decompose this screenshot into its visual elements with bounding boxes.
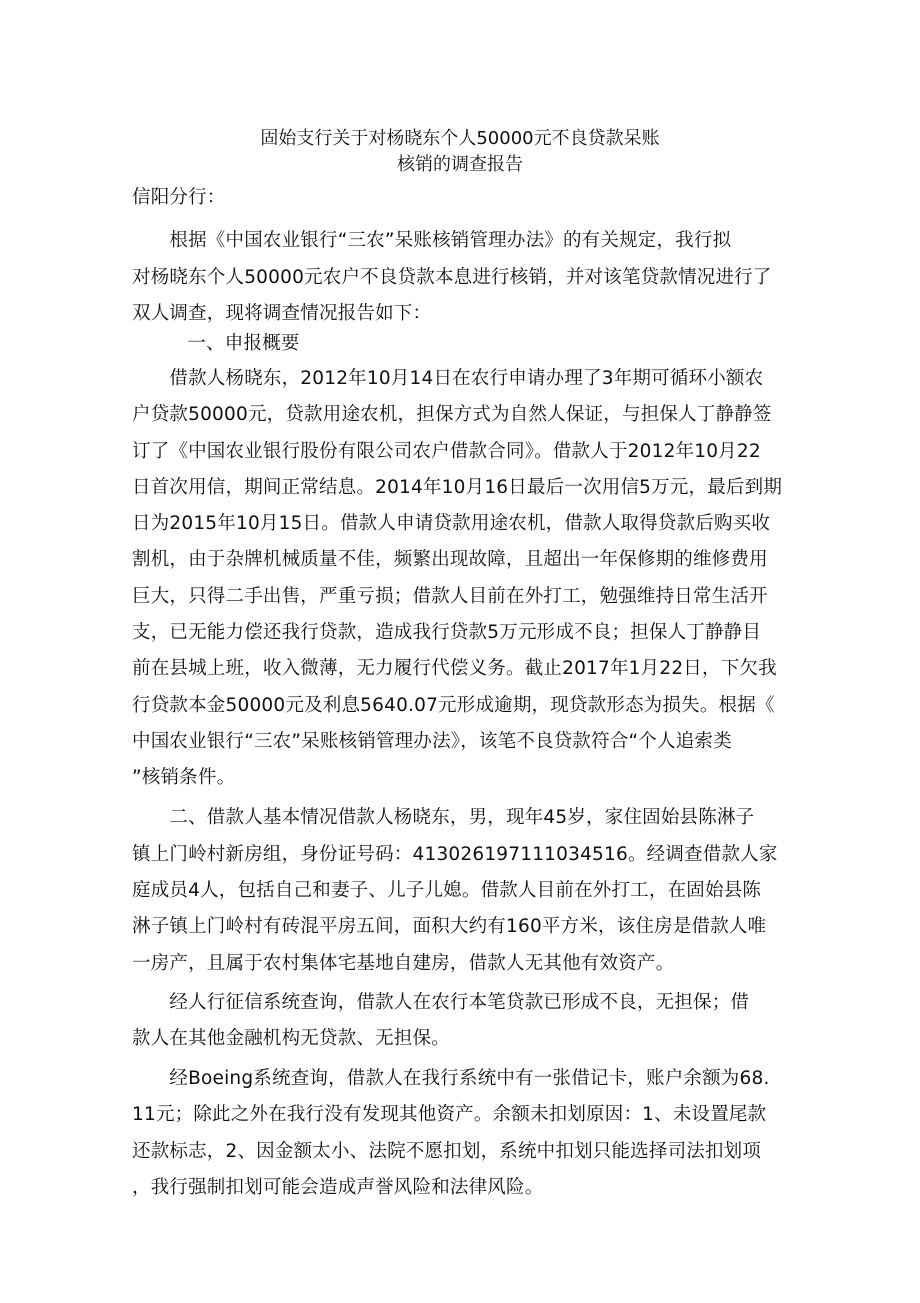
body-line: 日为2015年10月15日。借款人申请贷款用途农机，借款人取得贷款后购买收 [132, 513, 771, 534]
body-line: 前在县城上班，收入微薄，无力履行代偿义务。截止2017年1月22日，下欠我 [132, 658, 777, 679]
body-line: 镇上门岭村新房组，身份证号码：413026197111034516。经调查借款人家 [132, 844, 778, 865]
body-line: 割机，由于杂牌机械质量不佳，频繁出现故障，且超出一年保修期的维修费用 [132, 549, 768, 570]
body-line: 还款标志，2、因金额太小、法院不愿扣划，系统中扣划只能选择司法扣划项 [132, 1141, 762, 1162]
section-heading-2: 二、借款人基本情况借款人杨晓东，男，现年45岁，家住固始县陈淋子 [132, 807, 755, 828]
body-line: 经Boeing系统查询，借款人在我行系统中有一张借记卡，账户余额为68. [132, 1068, 770, 1089]
body-line: 订了《中国农业银行股份有限公司农户借款合同》。借款人于2012年10月22 [132, 441, 761, 462]
body-line: 11元；除此之外在我行没有发现其他资产。余额未扣划原因：1、未设置尾款 [132, 1104, 767, 1125]
document-title-line-1: 固始支行关于对杨晓东个人50000元不良贷款呆账 [260, 128, 660, 149]
body-line: ”核销条件。 [132, 767, 236, 788]
body-line: 日首次用信，期间正常结息。2014年10月16日最后一次用信5万元，最后到期 [132, 477, 783, 498]
body-line: 一房产，且属于农村集体宅基地自建房，借款人无其他有效资产。 [132, 953, 675, 974]
body-line: 经人行征信系统查询，借款人在农行本笔贷款已形成不良，无担保；借 [132, 992, 750, 1013]
section-heading-1: 一、申报概要 [150, 333, 300, 354]
body-line: ，我行强制扣划可能会造成声誉风险和法律风险。 [132, 1177, 544, 1198]
body-line: 庭成员4人，包括自己和妻子、儿子儿媳。借款人目前在外打工，在固始县陈 [132, 880, 762, 901]
body-line: 支，已无能力偿还我行贷款，造成我行贷款5万元形成不良；担保人丁静静目 [132, 622, 762, 643]
document-title-line-2: 核销的调查报告 [397, 154, 523, 175]
body-line: 中国农业银行“三农”呆账核销管理办法》，该笔不良贷款符合“个人追索类 [132, 731, 732, 752]
body-line: 款人在其他金融机构无贷款、无担保。 [132, 1028, 450, 1049]
body-line: 借款人杨晓东，2012年10月14日在农行申请办理了3年期可循环小额农 [132, 368, 764, 389]
body-line: 户贷款50000元，贷款用途农机，担保方式为自然人保证，与担保人丁静静签 [132, 404, 772, 425]
body-line: 根据《中国农业银行“三农”呆账核销管理办法》的有关规定，我行拟 [132, 230, 732, 251]
body-line: 对杨晓东个人50000元农户不良贷款本息进行核销，并对该笔贷款情况进行了 [132, 267, 772, 288]
body-line: 巨大，只得二手出售，严重亏损；借款人目前在外打工，勉强维持日常生活开 [132, 586, 768, 607]
body-line: 双人调查，现将调查情况报告如下： [132, 303, 432, 324]
salutation: 信阳分行： [132, 187, 226, 208]
body-line: 淋子镇上门岭村有砖混平房五间，面积大约有160平方米，该住房是借款人唯 [132, 916, 767, 937]
body-line: 行贷款本金50000元及利息5640.07元形成逾期，现贷款形态为损失。根据《 [132, 695, 775, 716]
